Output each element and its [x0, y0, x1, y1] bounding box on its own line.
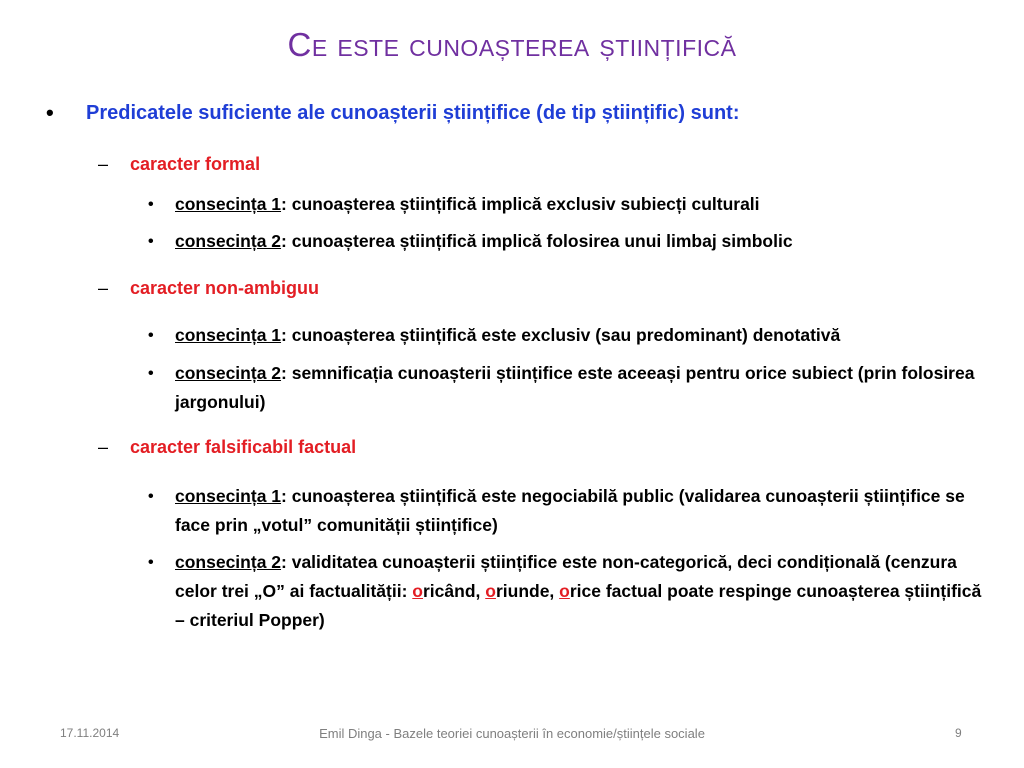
highlight-o: o: [485, 581, 496, 601]
bullet-dot-icon: •: [46, 100, 54, 125]
dash-icon: –: [98, 154, 109, 174]
bullet-dot-icon: •: [148, 196, 154, 213]
consequence-text: : semnificația cunoașterii științifice este aceeași pentru orice subiect (prin folosirea jargonului): [175, 363, 975, 412]
consequence-text: : cunoașterea științifică este exclusiv (sau predominant) denotativă: [281, 325, 841, 345]
consequence-text: : cunoașterea științifică implică folosirea unui limbaj simbolic: [281, 231, 793, 251]
page-number: 9: [955, 726, 962, 740]
highlight-o: o: [412, 581, 423, 601]
consequence-label: consecința 1: [175, 486, 282, 506]
consequence-text: : validitatea cunoașterii științifice este non-categorică, deci condițională (cenzura celor trei „O” ai factualității:: [175, 552, 957, 601]
footer-author: Emil Dinga - Bazele teoriei cunoașterii în economie/științele sociale: [319, 726, 705, 741]
bullet-dot-icon: •: [148, 488, 154, 505]
slide: Ce este cunoașterea științifică • Predicatele suficiente ale cunoașterii științifice (de tip științific) sunt: – caracter formal • consecința 1: cunoașterea științifică implică exclusiv subiecți culturali • consecința 2: cunoașterea științifică implică folosirea unui limbaj simbolic – caracter non-ambiguu • consecința 1: cunoașterea științifică este exclusiv (sau predominant) denotativă • consecința 2: semnificația cunoașterii științifice este aceeași pentru orice subiect (prin folosirea jargonului) – caracter falsificabil factual • consecința 1: cunoașterea științifică este negociabilă public (validarea cunoașterii științifice se face prin „votul” comunității științifice) • consecința 2: validitatea cunoașterii științifice este non-categorică, deci condițională (cenzura celor trei „O” ai factualității: oricând, oriunde, orice factual poate respinge cunoașterea științifică – criteriul Popper) 17.11.2014 Emil Dinga - Bazele teoriei cunoașterii în economie/științele sociale 9: [0, 0, 1024, 768]
bullet-dot-icon: •: [148, 365, 154, 382]
consequence-text: : cunoașterea științifică este negociabilă public (validarea cunoașterii științifice se face prin „votul” comunității științifice): [175, 486, 965, 535]
consequence-label: consecința 2: [175, 231, 282, 251]
consequence-label: consecința 2: [175, 552, 282, 572]
consequence-label: consecința 2: [175, 363, 282, 383]
consequence-text: : cunoașterea științifică implică exclusiv subiecți culturali: [281, 194, 760, 214]
dash-icon: –: [98, 437, 109, 457]
dash-icon: –: [98, 278, 109, 298]
consequence-label: consecința 1: [175, 325, 282, 345]
consequence-label: consecința 1: [175, 194, 282, 214]
bullet-dot-icon: •: [148, 233, 154, 250]
slide-title: Ce este cunoașterea științifică: [287, 26, 737, 63]
highlight-o: o: [559, 581, 570, 601]
intro-text: Predicatele suficiente ale cunoașterii științifice (de tip științific) sunt:: [86, 102, 740, 124]
bullet-dot-icon: •: [148, 554, 154, 571]
footer-date: 17.11.2014: [60, 726, 120, 740]
bullet-dot-icon: •: [148, 327, 154, 344]
